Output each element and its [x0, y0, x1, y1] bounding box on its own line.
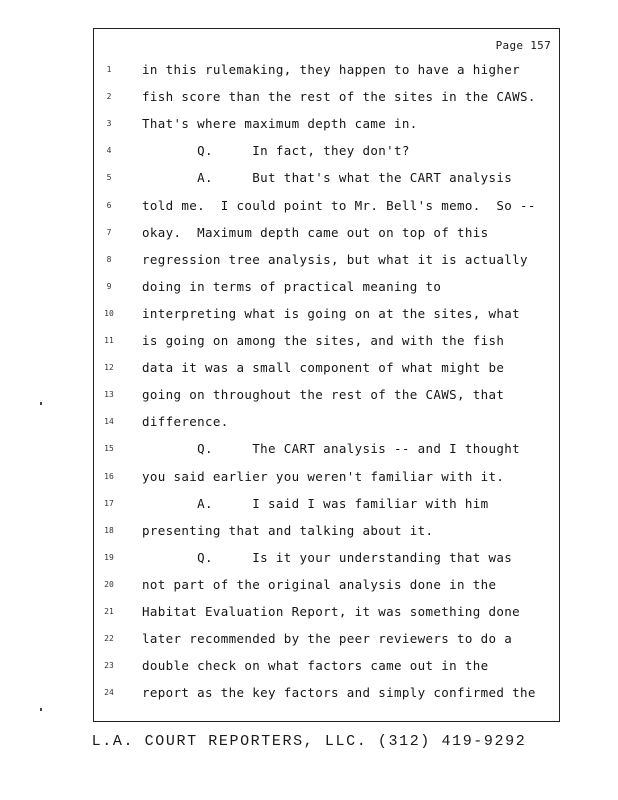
line-number: 9	[106, 281, 112, 291]
transcript-line	[94, 62, 559, 80]
line-number: 7	[106, 227, 112, 237]
line-text: doing in terms of practical meaning to	[142, 278, 442, 294]
transcript-line	[94, 252, 559, 270]
transcript-line	[94, 306, 559, 324]
line-text: A. I said I was familiar with him	[142, 495, 489, 511]
line-text: Q. In fact, they don't?	[142, 143, 410, 159]
line-number: 21	[104, 607, 114, 616]
line-number: 1	[106, 65, 112, 74]
line-number: 20	[104, 579, 114, 589]
line-number: 6	[106, 200, 112, 210]
line-text: Habitat Evaluation Report, it was something done	[142, 604, 521, 619]
transcript-line	[94, 116, 559, 134]
line-number: 22	[104, 634, 114, 644]
transcript-line	[94, 496, 559, 514]
line-number: 13	[104, 390, 114, 400]
scan-mark	[40, 708, 42, 711]
line-number: 17	[104, 498, 114, 508]
transcript-line	[94, 143, 559, 161]
line-number: 14	[104, 417, 114, 427]
line-number: 8	[106, 254, 112, 264]
transcript-line	[94, 387, 559, 405]
line-text: told me. I could point to Mr. Bell's memo. So --	[142, 197, 536, 213]
transcript-line	[94, 469, 559, 487]
transcript-line	[94, 604, 559, 622]
line-number: 3	[106, 119, 112, 129]
footer-court-reporter: L.A. COURT REPORTERS, LLC. (312) 419-9292	[91, 733, 527, 750]
transcript-line	[94, 631, 559, 649]
line-text: double check on what factors came out in the	[142, 658, 489, 674]
line-text: not part of the original analysis done in the	[142, 576, 497, 592]
transcript-line	[94, 658, 559, 676]
transcript-line	[94, 333, 559, 351]
line-number: 4	[106, 146, 112, 156]
scan-mark	[40, 402, 42, 405]
transcript-line	[94, 523, 559, 541]
line-text: going on throughout the rest of the CAWS, that	[142, 387, 505, 403]
transcript-line	[94, 441, 559, 459]
line-text: presenting that and talking about it.	[142, 522, 434, 538]
transcript-line	[94, 360, 559, 378]
line-number: 23	[104, 661, 114, 671]
line-text: That's where maximum depth came in.	[142, 116, 418, 132]
transcript-page	[93, 28, 560, 722]
line-number: 15	[104, 444, 114, 454]
line-text: interpreting what is going on at the sites, what	[142, 305, 521, 321]
line-number: 11	[104, 336, 114, 345]
transcript-line	[94, 89, 559, 107]
line-text: A. But that's what the CART analysis	[142, 170, 513, 186]
line-text: later recommended by the peer reviewers to do a	[142, 631, 513, 647]
line-text: fish score than the rest of the sites in the CAWS.	[142, 89, 536, 105]
line-text: data it was a small component of what might be	[142, 360, 505, 376]
line-number: 10	[104, 308, 114, 318]
line-number: 19	[104, 552, 114, 562]
transcript-line	[94, 414, 559, 432]
line-number: 5	[106, 173, 112, 183]
line-text: difference.	[142, 414, 229, 430]
line-text: Q. Is it your understanding that was	[142, 549, 513, 565]
line-number: 2	[106, 92, 112, 102]
line-text: Q. The CART analysis -- and I thought	[142, 441, 521, 457]
page-number: Page 157	[495, 39, 551, 52]
line-text: okay. Maximum depth came out on top of this	[142, 224, 489, 240]
transcript-line	[94, 685, 559, 703]
line-text: report as the key factors and simply confirmed the	[142, 685, 536, 701]
line-text: regression tree analysis, but what it is actually	[142, 251, 528, 267]
line-number: 12	[104, 363, 114, 373]
line-number: 18	[104, 525, 114, 535]
line-number: 16	[104, 471, 114, 481]
transcript-line	[94, 279, 559, 297]
transcript-line	[94, 198, 559, 216]
line-number: 24	[104, 688, 114, 698]
transcript-line	[94, 577, 559, 595]
line-text: in this rulemaking, they happen to have a higher	[142, 62, 521, 77]
transcript-line	[94, 550, 559, 568]
transcript-line	[94, 225, 559, 243]
line-text: you said earlier you weren't familiar with it.	[142, 468, 505, 484]
line-text: is going on among the sites, and with the fish	[142, 333, 505, 348]
transcript-line	[94, 170, 559, 188]
